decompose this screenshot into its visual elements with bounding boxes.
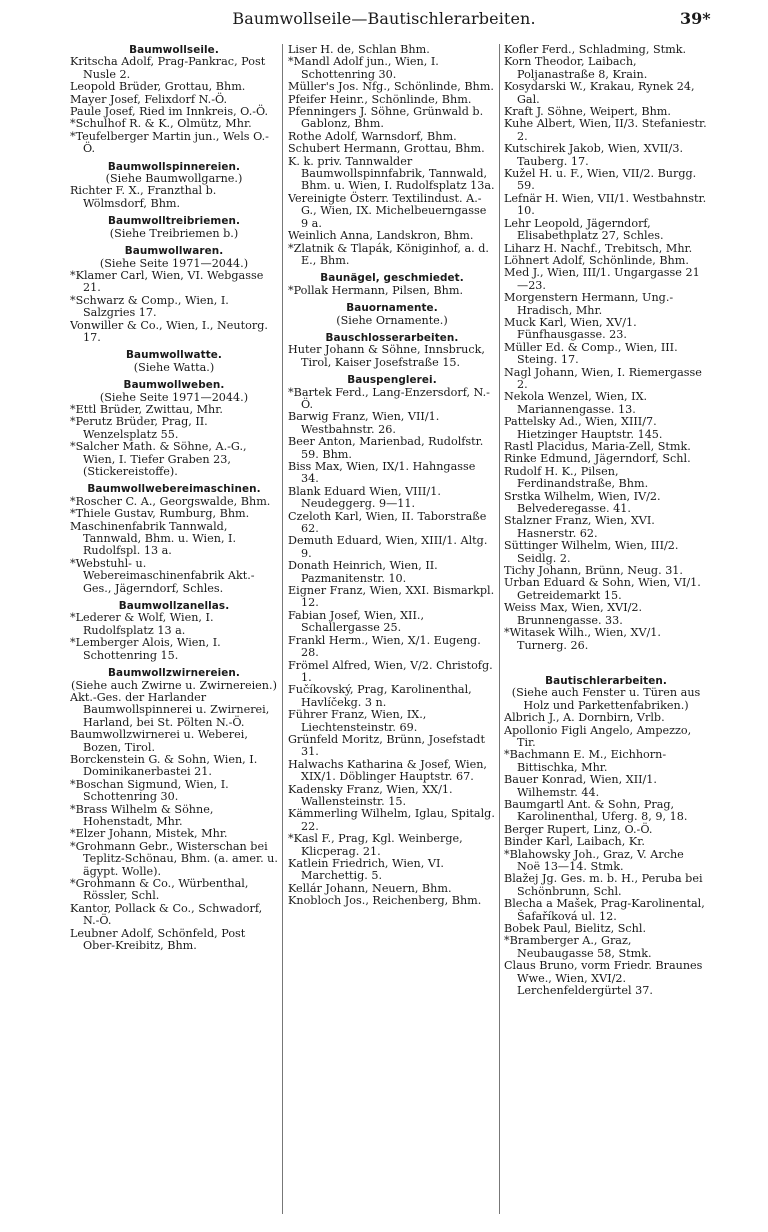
directory-entry: *Teufelberger Martin jun., Wels O.-Ö. bbox=[70, 129, 269, 156]
running-title: Baumwollseile—Bautischlerarbeiten. bbox=[232, 9, 536, 28]
directory-entry: *Mandl Adolf jun., Wien, I. Schottenring 30. bbox=[288, 55, 439, 81]
directory-entry: Müller Ed. & Comp., Wien, III. Steing. 17. bbox=[504, 340, 678, 367]
directory-entry: Binder Karl, Laibach, Kr. bbox=[504, 835, 645, 849]
spacer bbox=[504, 652, 708, 670]
directory-entry: Kadensky Franz, Wien, XX/1. Wallensteinstr. 15. bbox=[288, 782, 453, 808]
directory-entry: *Kasl F., Prag, Kgl. Weinberge, Klicperag. 21. bbox=[288, 832, 463, 858]
directory-entry: *Webstuhl- u. Webereimaschinenfabrik Akt.-Ges., Jägerndorf, Schles. bbox=[70, 556, 255, 595]
directory-entry: Führer Franz, Wien, IX., Liechtensteinstr. 69. bbox=[288, 708, 427, 734]
directory-entry: Nekola Wenzel, Wien, IX. Mariannengasse. 13. bbox=[504, 390, 648, 416]
directory-entry: Rastl Placidus, Maria-Zell, Stmk. bbox=[504, 440, 691, 453]
section-heading: Baumwollwatte. bbox=[126, 349, 222, 362]
directory-entry: K. k. priv. Tannwalder Baumwollspinnfabrik, Tannwald, Bhm. u. Wien, I. Rudolfsplatz 13a. bbox=[288, 154, 495, 193]
directory-entry: *Ettl Brüder, Zwittau, Mhr. bbox=[70, 402, 223, 416]
cross-reference-note: (Siehe auch Zwirne u. Zwirnereien.) bbox=[71, 678, 277, 692]
directory-entry: Kellár Johann, Neuern, Bhm. bbox=[288, 881, 452, 895]
directory-entry: *Grohmann Gebr., Wisterschan bei Teplitz-Schönau, Bhm. (a. amer. u. ägypt. Wolle). bbox=[70, 839, 278, 878]
directory-entry: Rudolf H. K., Pilsen, Ferdinandstraße, Bhm. bbox=[504, 464, 649, 491]
section-heading: Baumwollzwirnereien. bbox=[108, 667, 240, 680]
directory-entry: Kuhe Albert, Wien, II/3. Stefaniestr. 2. bbox=[504, 117, 707, 143]
directory-column-3 bbox=[504, 44, 708, 1224]
directory-entry: Kraft J. Söhne, Weipert, Bhm. bbox=[504, 105, 671, 119]
directory-column-1 bbox=[70, 44, 278, 1224]
directory-entry: Kritscha Adolf, Prag-Pankrac, Post Nusle 2. bbox=[70, 55, 266, 81]
directory-entry: Liser H. de, Schlan Bhm. bbox=[288, 44, 430, 56]
directory-entry: Stalzner Franz, Wien, XVI. Hasnerstr. 62. bbox=[504, 514, 655, 540]
section-heading: Baumwollweben. bbox=[123, 379, 225, 392]
directory-entry: *Salcher Math. & Söhne, A.-G., Wien, I. Tiefer Graben 23, (Stickereistoffe). bbox=[70, 440, 247, 478]
directory-entry: Löhnert Adolf, Schönlinde, Bhm. bbox=[504, 253, 689, 267]
directory-entry: *Witasek Wilh., Wien, XV/1. Turnerg. 26. bbox=[504, 626, 661, 652]
directory-entry: Vereinigte Österr. Textilindust. A.-G., Wien, IX. Michelbeuerngasse 9 a. bbox=[288, 191, 487, 230]
directory-entry: *Elzer Johann, Mistek, Mhr. bbox=[70, 827, 228, 841]
section-heading: Baumwollseile. bbox=[129, 44, 219, 56]
directory-entry: Frömel Alfred, Wien, V/2. Christofg. 1. bbox=[288, 658, 493, 684]
directory-entry: *Bramberger A., Graz, Neubaugasse 58, Stmk. bbox=[504, 934, 652, 960]
directory-entry: *Bartek Ferd., Lang-Enzersdorf, N.-Ö. bbox=[288, 385, 490, 411]
directory-entry: *Zlatnik & Tlapák, Königinhof, a. d. E., Bhm. bbox=[288, 241, 489, 267]
column-divider bbox=[499, 44, 500, 1214]
directory-entry: Katlein Friedrich, Wien, VI. Marchettig. 5. bbox=[288, 857, 444, 883]
directory-entry: Grünfeld Moritz, Brünn, Josefstadt 31. bbox=[288, 732, 485, 759]
directory-entry: Beer Anton, Marienbad, Rudolfstr. 59. Bhm. bbox=[288, 435, 484, 461]
directory-column-2 bbox=[288, 44, 496, 1224]
directory-entry: Muck Karl, Wien, XV/1. Fünfhausgasse. 23. bbox=[504, 315, 637, 342]
directory-entry: Leubner Adolf, Schönfeld, Post Ober-Kreibitz, Bhm. bbox=[70, 926, 246, 953]
directory-entry: *Roscher C. A., Georgswalde, Bhm. bbox=[70, 494, 271, 508]
directory-entry: Maschinenfabrik Tannwald, Tannwald, Bhm. u. Wien, I. Rudolfspl. 13 a. bbox=[70, 519, 237, 558]
cross-reference-note: (Siehe Baumwollgarne.) bbox=[105, 172, 243, 186]
directory-entry: Donath Heinrich, Wien, II. Pazmanitenstr. 10. bbox=[288, 559, 438, 585]
directory-entry: Rinke Edmund, Jägerndorf, Schl. bbox=[504, 452, 691, 466]
directory-entry: Pfenningers J. Söhne, Grünwald b. Gablonz, Bhm. bbox=[288, 105, 484, 131]
directory-entry: Pfeifer Heinr., Schönlinde, Bhm. bbox=[288, 92, 472, 106]
directory-entry: Pattelsky Ad., Wien, XIII/7. Hietzinger Hauptstr. 145. bbox=[504, 415, 663, 441]
directory-entry: *Thiele Gustav, Rumburg, Bhm. bbox=[70, 507, 250, 521]
section-heading: Baumwollspinnereien. bbox=[107, 160, 241, 173]
directory-entry: Kantor, Pollack & Co., Schwadorf, N.-Ö. bbox=[70, 901, 263, 928]
section-heading: Bauschlosserarbeiten. bbox=[325, 331, 459, 344]
directory-entry: Fabian Josef, Wien, XII., Schallergasse 25. bbox=[288, 608, 425, 635]
directory-entry: *Brass Wilhelm & Söhne, Hohenstadt, Mhr. bbox=[70, 802, 214, 828]
directory-entry: Baumwollzwirnerei u. Weberei, Bozen, Tirol. bbox=[70, 728, 248, 754]
cross-reference-note: (Siehe Ornamente.) bbox=[336, 313, 448, 327]
directory-entry: Biss Max, Wien, IX/1. Hahngasse 34. bbox=[288, 460, 476, 486]
directory-entry: *Schulhof R. & K., Olmütz, Mhr. bbox=[70, 117, 252, 131]
directory-entry: Lefnär H. Wien, VII/1. Westbahnstr. 10. bbox=[504, 191, 707, 218]
page-header bbox=[0, 0, 768, 38]
column-divider bbox=[282, 44, 283, 1214]
section-heading: Bautischlerarbeiten. bbox=[545, 674, 667, 687]
directory-entry: Liharz H. Nachf., Trebitsch, Mhr. bbox=[504, 241, 693, 255]
directory-entry: Knobloch Jos., Reichenberg, Bhm. bbox=[288, 894, 482, 908]
directory-entry: Barwig Franz, Wien, VII/1. Westbahnstr. 26. bbox=[288, 410, 440, 436]
directory-entry: Huter Johann & Söhne, Innsbruck, Tirol, Kaiser Josefstraße 15. bbox=[288, 343, 485, 369]
section-heading: Baumwollwaren. bbox=[124, 245, 224, 258]
directory-entry: *Blahowsky Joh., Graz, V. Arche Noë 13—14. Stmk. bbox=[504, 847, 684, 873]
directory-entry: Albrich J., A. Dornbirn, Vrlb. bbox=[504, 711, 665, 725]
directory-entry: Leopold Brüder, Grottau, Bhm. bbox=[70, 80, 246, 94]
directory-entry: Kofler Ferd., Schladming, Stmk. bbox=[504, 44, 687, 56]
directory-entry: Lehr Leopold, Jägerndorf, Elisabethplatz 27, Schles. bbox=[504, 216, 664, 243]
directory-entry: Blažej Jg. Ges. m. b. H., Peruba bei Schönbrunn, Schl. bbox=[504, 872, 703, 898]
directory-entry: *Lederer & Wolf, Wien, I. Rudolfsplatz 13 a. bbox=[70, 611, 214, 637]
directory-entry: Akt.-Ges. der Harlander Baumwollspinnerei u. Zwirnerei, Harland, bei St. Pölten N.-Ö. bbox=[70, 690, 270, 729]
directory-entry: Vonwiller & Co., Wien, I., Neutorg. 17. bbox=[70, 318, 268, 344]
section-heading: Baumwollzanellas. bbox=[118, 600, 230, 613]
directory-entry: *Grohmann & Co., Würbenthal, Rössler, Schl. bbox=[70, 877, 249, 903]
directory-entry: Weinlich Anna, Landskron, Bhm. bbox=[288, 229, 474, 243]
directory-entry: Müller's Jos. Nfg., Schönlinde, Bhm. bbox=[288, 80, 494, 94]
section-heading: Bauornamente. bbox=[346, 302, 438, 315]
directory-entry: Med J., Wien, III/1. Ungargasse 21—23. bbox=[504, 266, 700, 292]
directory-entry: Czeloth Karl, Wien, II. Taborstraße 62. bbox=[288, 509, 487, 536]
directory-entry: Borckenstein G. & Sohn, Wien, I. Dominikanerbastei 21. bbox=[70, 752, 258, 779]
directory-entry: Kosydarski W., Krakau, Rynek 24, Gal. bbox=[504, 80, 695, 106]
section-heading: Baumwollwebereimaschinen. bbox=[87, 483, 261, 496]
cross-reference-note: (Siehe Treibriemen b.) bbox=[109, 226, 239, 240]
cross-reference-note: (Siehe auch Fenster u. Türen aus Holz und Parkettenfabriken.) bbox=[511, 686, 701, 712]
directory-entry: Richter F. X., Franzthal b. Wölmsdorf, Bhm. bbox=[70, 184, 217, 210]
directory-entry: Kutschirek Jakob, Wien, XVII/3. Tauberg. 17. bbox=[504, 142, 683, 168]
directory-entry: *Bachmann E. M., Eichhorn-Bittischka, Mhr. bbox=[504, 748, 667, 774]
directory-entry: Eigner Franz, Wien, XXI. Bismarkpl. 12. bbox=[288, 584, 495, 610]
directory-entry: Apollonio Figli Angelo, Ampezzo, Tir. bbox=[504, 723, 692, 749]
directory-entry: Srstka Wilhelm, Wien, IV/2. Belvederegasse. 41. bbox=[504, 489, 661, 516]
directory-entry: *Pollak Hermann, Pilsen, Bhm. bbox=[288, 283, 464, 297]
section-heading: Bauspenglerei. bbox=[347, 374, 437, 387]
directory-entry: Süttinger Wilhelm, Wien, III/2. Seidlg. 2. bbox=[504, 539, 679, 565]
directory-entry: Baumgartl Ant. & Sohn, Prag, Karolinenthal, Uferg. 8, 9, 18. bbox=[504, 797, 688, 824]
cross-reference-note: (Siehe Seite 1971—2044.) bbox=[99, 256, 249, 270]
directory-entry: Rothe Adolf, Warnsdorf, Bhm. bbox=[288, 129, 457, 143]
directory-entry: Paule Josef, Ried im Innkreis, O.-Ö. bbox=[70, 105, 269, 119]
directory-entry: Korn Theodor, Laibach, Poljanastraße 8, Krain. bbox=[504, 55, 648, 81]
directory-entry: Frankl Herm., Wien, X/1. Eugeng. 28. bbox=[288, 633, 481, 660]
directory-entry: Bauer Konrad, Wien, XII/1. Wilhemstr. 44. bbox=[504, 773, 657, 799]
directory-entry: *Schwarz & Comp., Wien, I. Salzgries 17. bbox=[70, 293, 229, 320]
directory-entry: *Lemberger Alois, Wien, I. Schottenring 15. bbox=[70, 636, 221, 662]
directory-entry: Kužel H. u. F., Wien, VII/2. Burgg. 59. bbox=[504, 167, 697, 193]
directory-entry: Blecha a Mašek, Prag-Karolinental, Šafaříková ul. 12. bbox=[504, 897, 705, 923]
directory-entry: Bobek Paul, Bielitz, Schl. bbox=[504, 922, 647, 936]
directory-entry: Kämmerling Wilhelm, Iglau, Spitalg. 22. bbox=[288, 807, 495, 833]
directory-entry: *Boschan Sigmund, Wien, I. Schottenring 30. bbox=[70, 777, 229, 804]
directory-entry: Blank Eduard Wien, VIII/1. Neudeggerg. 9—11. bbox=[288, 484, 441, 511]
cross-reference-note: (Siehe Seite 1971—2044.) bbox=[99, 390, 249, 404]
directory-entry: Schubert Hermann, Grottau, Bhm. bbox=[288, 142, 485, 156]
section-heading: Baunägel, geschmiedet. bbox=[320, 272, 464, 285]
directory-entry: *Perutz Brüder, Prag, II. Wenzelsplatz 55. bbox=[70, 415, 208, 441]
directory-entry: Mayer Josef, Felixdorf N.-Ö. bbox=[70, 92, 228, 106]
directory-entry: Demuth Eduard, Wien, XIII/1. Altg. 9. bbox=[288, 534, 488, 560]
directory-entry: Fučíkovský, Prag, Karolinenthal, Havlíčekg. 3 n. bbox=[288, 683, 472, 709]
cross-reference-note: (Siehe Watta.) bbox=[133, 360, 215, 374]
directory-entry: Claus Bruno, vorm Friedr. Braunes Wwe., Wien, XVI/2. Lerchenfeldergürtel 37. bbox=[504, 959, 703, 998]
directory-entry: Morgenstern Hermann, Ung.-Hradisch, Mhr. bbox=[504, 291, 674, 317]
directory-entry: Tichy Johann, Brünn, Neug. 31. bbox=[504, 564, 683, 578]
page-number: 39* bbox=[680, 9, 711, 28]
directory-entry: *Klamer Carl, Wien, VI. Webgasse 21. bbox=[70, 268, 264, 295]
directory-entry: Urban Eduard & Sohn, Wien, VI/1. Getreidemarkt 15. bbox=[504, 576, 701, 602]
directory-entry: Nagl Johann, Wien, I. Riemergasse 2. bbox=[504, 365, 702, 391]
directory-entry: Weiss Max, Wien, XVI/2. Brunnengasse. 33. bbox=[504, 601, 643, 627]
section-heading: Baumwolltreibriemen. bbox=[107, 215, 241, 228]
directory-entry: Halwachs Katharina & Josef, Wien, XIX/1. Döblinger Hauptstr. 67. bbox=[288, 757, 487, 784]
directory-entry: Berger Rupert, Linz, O.-Ö. bbox=[504, 822, 653, 836]
